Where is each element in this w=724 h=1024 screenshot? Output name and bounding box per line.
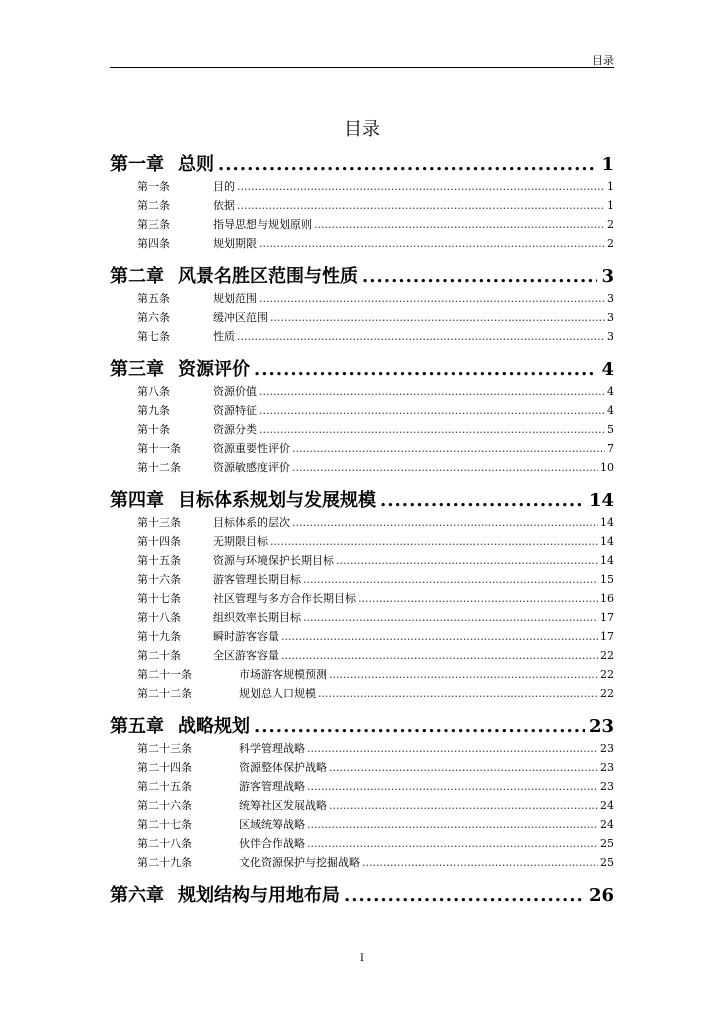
chapter-number: 第三章 [110,359,164,380]
chapter-number: 第一章 [110,154,164,175]
toc-article-entry[interactable] [110,797,614,816]
toc-article-entry[interactable] [110,552,614,571]
toc-article-entry[interactable] [110,609,614,628]
chapter-title: 目标体系规划与发展规模 [178,490,376,511]
dot-leader [292,461,598,474]
article-title: 目标体系的层次 [213,516,290,529]
chapter-number: 第四章 [110,490,164,511]
article-title: 目的 [213,180,235,193]
article-title: 资源整体保护战略 [239,761,327,774]
article-page-number: 17 [600,611,614,624]
article-page-number: 3 [607,330,614,343]
article-number: 第十九条 [137,630,181,643]
article-title: 无期限目标 [213,535,268,548]
dot-leader [336,554,598,567]
dot-leader [344,885,585,906]
dot-leader [318,687,598,700]
article-title: 规划期限 [213,237,257,250]
article-number: 第四条 [137,237,170,250]
article-number: 第六条 [137,311,170,324]
article-number: 第十条 [137,423,170,436]
article-page-number: 16 [600,592,614,605]
dot-leader [254,716,585,737]
toc-title: 目录 [344,119,380,140]
toc-article-entry[interactable] [110,533,614,552]
toc-article-entry[interactable] [110,290,614,309]
article-number: 第二十条 [137,649,181,662]
chapter-number: 第六章 [110,885,164,906]
article-page-number: 14 [600,516,614,529]
toc-article-entry[interactable] [110,216,614,235]
toc-article-entry[interactable] [110,666,614,685]
dot-leader [254,359,597,380]
toc-article-entry[interactable] [110,571,614,590]
article-page-number: 2 [607,237,614,250]
chapter-title: 资源评价 [178,359,250,380]
dot-leader [303,611,598,624]
dot-leader [329,761,598,774]
article-page-number: 1 [607,180,614,193]
toc-article-entry[interactable] [110,197,614,216]
article-title: 性质 [213,330,235,343]
article-title: 组织效率长期目标 [213,611,301,624]
article-title: 资源分类 [213,423,257,436]
article-page-number: 22 [600,668,614,681]
chapter-page-number: 23 [588,716,614,737]
article-page-number: 22 [600,687,614,700]
article-title: 依据 [213,199,235,212]
dot-leader [307,742,598,755]
toc-article-entry[interactable] [110,740,614,759]
running-header: 目录 [592,54,614,67]
article-title: 区域统筹战略 [239,818,305,831]
article-page-number: 24 [600,818,614,831]
article-number: 第十四条 [137,535,181,548]
toc-article-entry[interactable] [110,685,614,704]
article-number: 第十八条 [137,611,181,624]
chapter-page-number: 1 [601,154,614,175]
article-number: 第一条 [137,180,170,193]
dot-leader [329,668,598,681]
toc-article-entry[interactable] [110,383,614,402]
article-title: 科学管理战略 [239,742,305,755]
toc-article-entry[interactable] [110,647,614,666]
article-title: 游客管理战略 [239,780,305,793]
dot-leader [307,818,598,831]
article-number: 第十一条 [137,442,181,455]
article-number: 第十二条 [137,461,181,474]
dot-leader [281,649,598,662]
dot-leader [259,292,605,305]
dot-leader [303,573,598,586]
article-page-number: 4 [607,385,614,398]
toc-article-entry[interactable] [110,459,614,478]
article-number: 第十六条 [137,573,181,586]
toc-chapter-entry[interactable] [110,262,614,287]
dot-leader [237,180,605,193]
article-number: 第五条 [137,292,170,305]
dot-leader [259,385,605,398]
dot-leader [218,154,597,175]
toc-article-entry[interactable] [110,835,614,854]
article-page-number: 5 [607,423,614,436]
article-number: 第十五条 [137,554,181,567]
dot-leader [281,630,598,643]
dot-leader [329,799,598,812]
toc-article-entry[interactable] [110,235,614,254]
toc-article-entry[interactable] [110,309,614,328]
chapter-number: 第二章 [110,266,164,287]
article-title: 指导思想与规划原则 [213,218,312,231]
article-page-number: 23 [600,742,614,755]
toc-article-entry[interactable] [110,514,614,533]
dot-leader [307,780,598,793]
dot-leader [270,535,598,548]
article-page-number: 25 [600,837,614,850]
article-number: 第二十三条 [137,742,192,755]
article-number: 第二十四条 [137,761,192,774]
article-page-number: 4 [607,404,614,417]
article-page-number: 23 [600,761,614,774]
toc-article-entry[interactable] [110,816,614,835]
chapter-page-number: 4 [601,359,614,380]
article-page-number: 14 [600,554,614,567]
article-page-number: 25 [600,856,614,869]
dot-leader [292,442,605,455]
article-page-number: 3 [607,292,614,305]
article-title: 资源重要性评价 [213,442,290,455]
article-page-number: 23 [600,780,614,793]
article-title: 资源特征 [213,404,257,417]
article-title: 资源敏感度评价 [213,461,290,474]
toc-article-entry[interactable] [110,854,614,873]
article-title: 社区管理与多方合作长期目标 [213,592,356,605]
toc-article-entry[interactable] [110,628,614,647]
toc-chapter-entry[interactable] [110,355,614,380]
article-number: 第二十一条 [137,668,192,681]
article-title: 规划范围 [213,292,257,305]
article-number: 第七条 [137,330,170,343]
article-title: 全区游客容量 [213,649,279,662]
footer-page-number: I [360,953,364,964]
toc-article-entry[interactable] [110,778,614,797]
toc-chapter-entry[interactable] [110,150,614,175]
chapter-page-number: 26 [588,885,614,906]
article-number: 第十七条 [137,592,181,605]
article-number: 第二十七条 [137,818,192,831]
article-number: 第八条 [137,385,170,398]
article-title: 规划总人口规模 [239,687,316,700]
article-number: 第二十八条 [137,837,192,850]
article-number: 第九条 [137,404,170,417]
dot-leader [362,266,597,287]
chapter-title: 总则 [178,154,214,175]
article-title: 伙伴合作战略 [239,837,305,850]
article-page-number: 10 [600,461,614,474]
article-page-number: 1 [607,199,614,212]
toc-article-entry[interactable] [110,328,614,347]
article-title: 游客管理长期目标 [213,573,301,586]
article-number: 第二十九条 [137,856,192,869]
toc-chapter-entry[interactable] [110,881,614,906]
dot-leader [237,330,605,343]
dot-leader [237,199,605,212]
toc-article-entry[interactable] [110,421,614,440]
article-page-number: 3 [607,311,614,324]
toc-article-entry[interactable] [110,759,614,778]
toc-article-entry[interactable] [110,440,614,459]
article-title: 市场游客规模预测 [239,668,327,681]
chapter-number: 第五章 [110,716,164,737]
article-title: 资源与环境保护长期目标 [213,554,334,567]
chapter-page-number: 3 [601,266,614,287]
article-title: 资源价值 [213,385,257,398]
chapter-title: 风景名胜区范围与性质 [178,266,358,287]
toc-chapter-entry[interactable] [110,486,614,511]
article-page-number: 24 [600,799,614,812]
chapter-title: 战略规划 [178,716,250,737]
dot-leader [314,218,605,231]
dot-leader [307,837,598,850]
header-divider [110,67,614,68]
dot-leader [380,490,585,511]
article-number: 第二条 [137,199,170,212]
toc-article-entry[interactable] [110,178,614,197]
toc-chapter-entry[interactable] [110,712,614,737]
article-title: 瞬时游客容量 [213,630,279,643]
article-number: 第二十二条 [137,687,192,700]
chapter-page-number: 14 [588,490,614,511]
article-title: 统筹社区发展战略 [239,799,327,812]
dot-leader [292,516,598,529]
toc-article-entry[interactable] [110,402,614,421]
dot-leader [270,311,605,324]
chapter-title: 规划结构与用地布局 [178,885,340,906]
table-of-contents [110,150,614,909]
article-page-number: 15 [600,573,614,586]
article-number: 第二十五条 [137,780,192,793]
dot-leader [259,423,605,436]
article-number: 第三条 [137,218,170,231]
article-page-number: 17 [600,630,614,643]
article-page-number: 22 [600,649,614,662]
dot-leader [362,856,598,869]
dot-leader [259,404,605,417]
dot-leader [358,592,598,605]
article-number: 第二十六条 [137,799,192,812]
article-title: 缓冲区范围 [213,311,268,324]
dot-leader [259,237,605,250]
article-page-number: 14 [600,535,614,548]
article-title: 文化资源保护与挖掘战略 [239,856,360,869]
article-page-number: 7 [607,442,614,455]
article-number: 第十三条 [137,516,181,529]
toc-article-entry[interactable] [110,590,614,609]
article-page-number: 2 [607,218,614,231]
